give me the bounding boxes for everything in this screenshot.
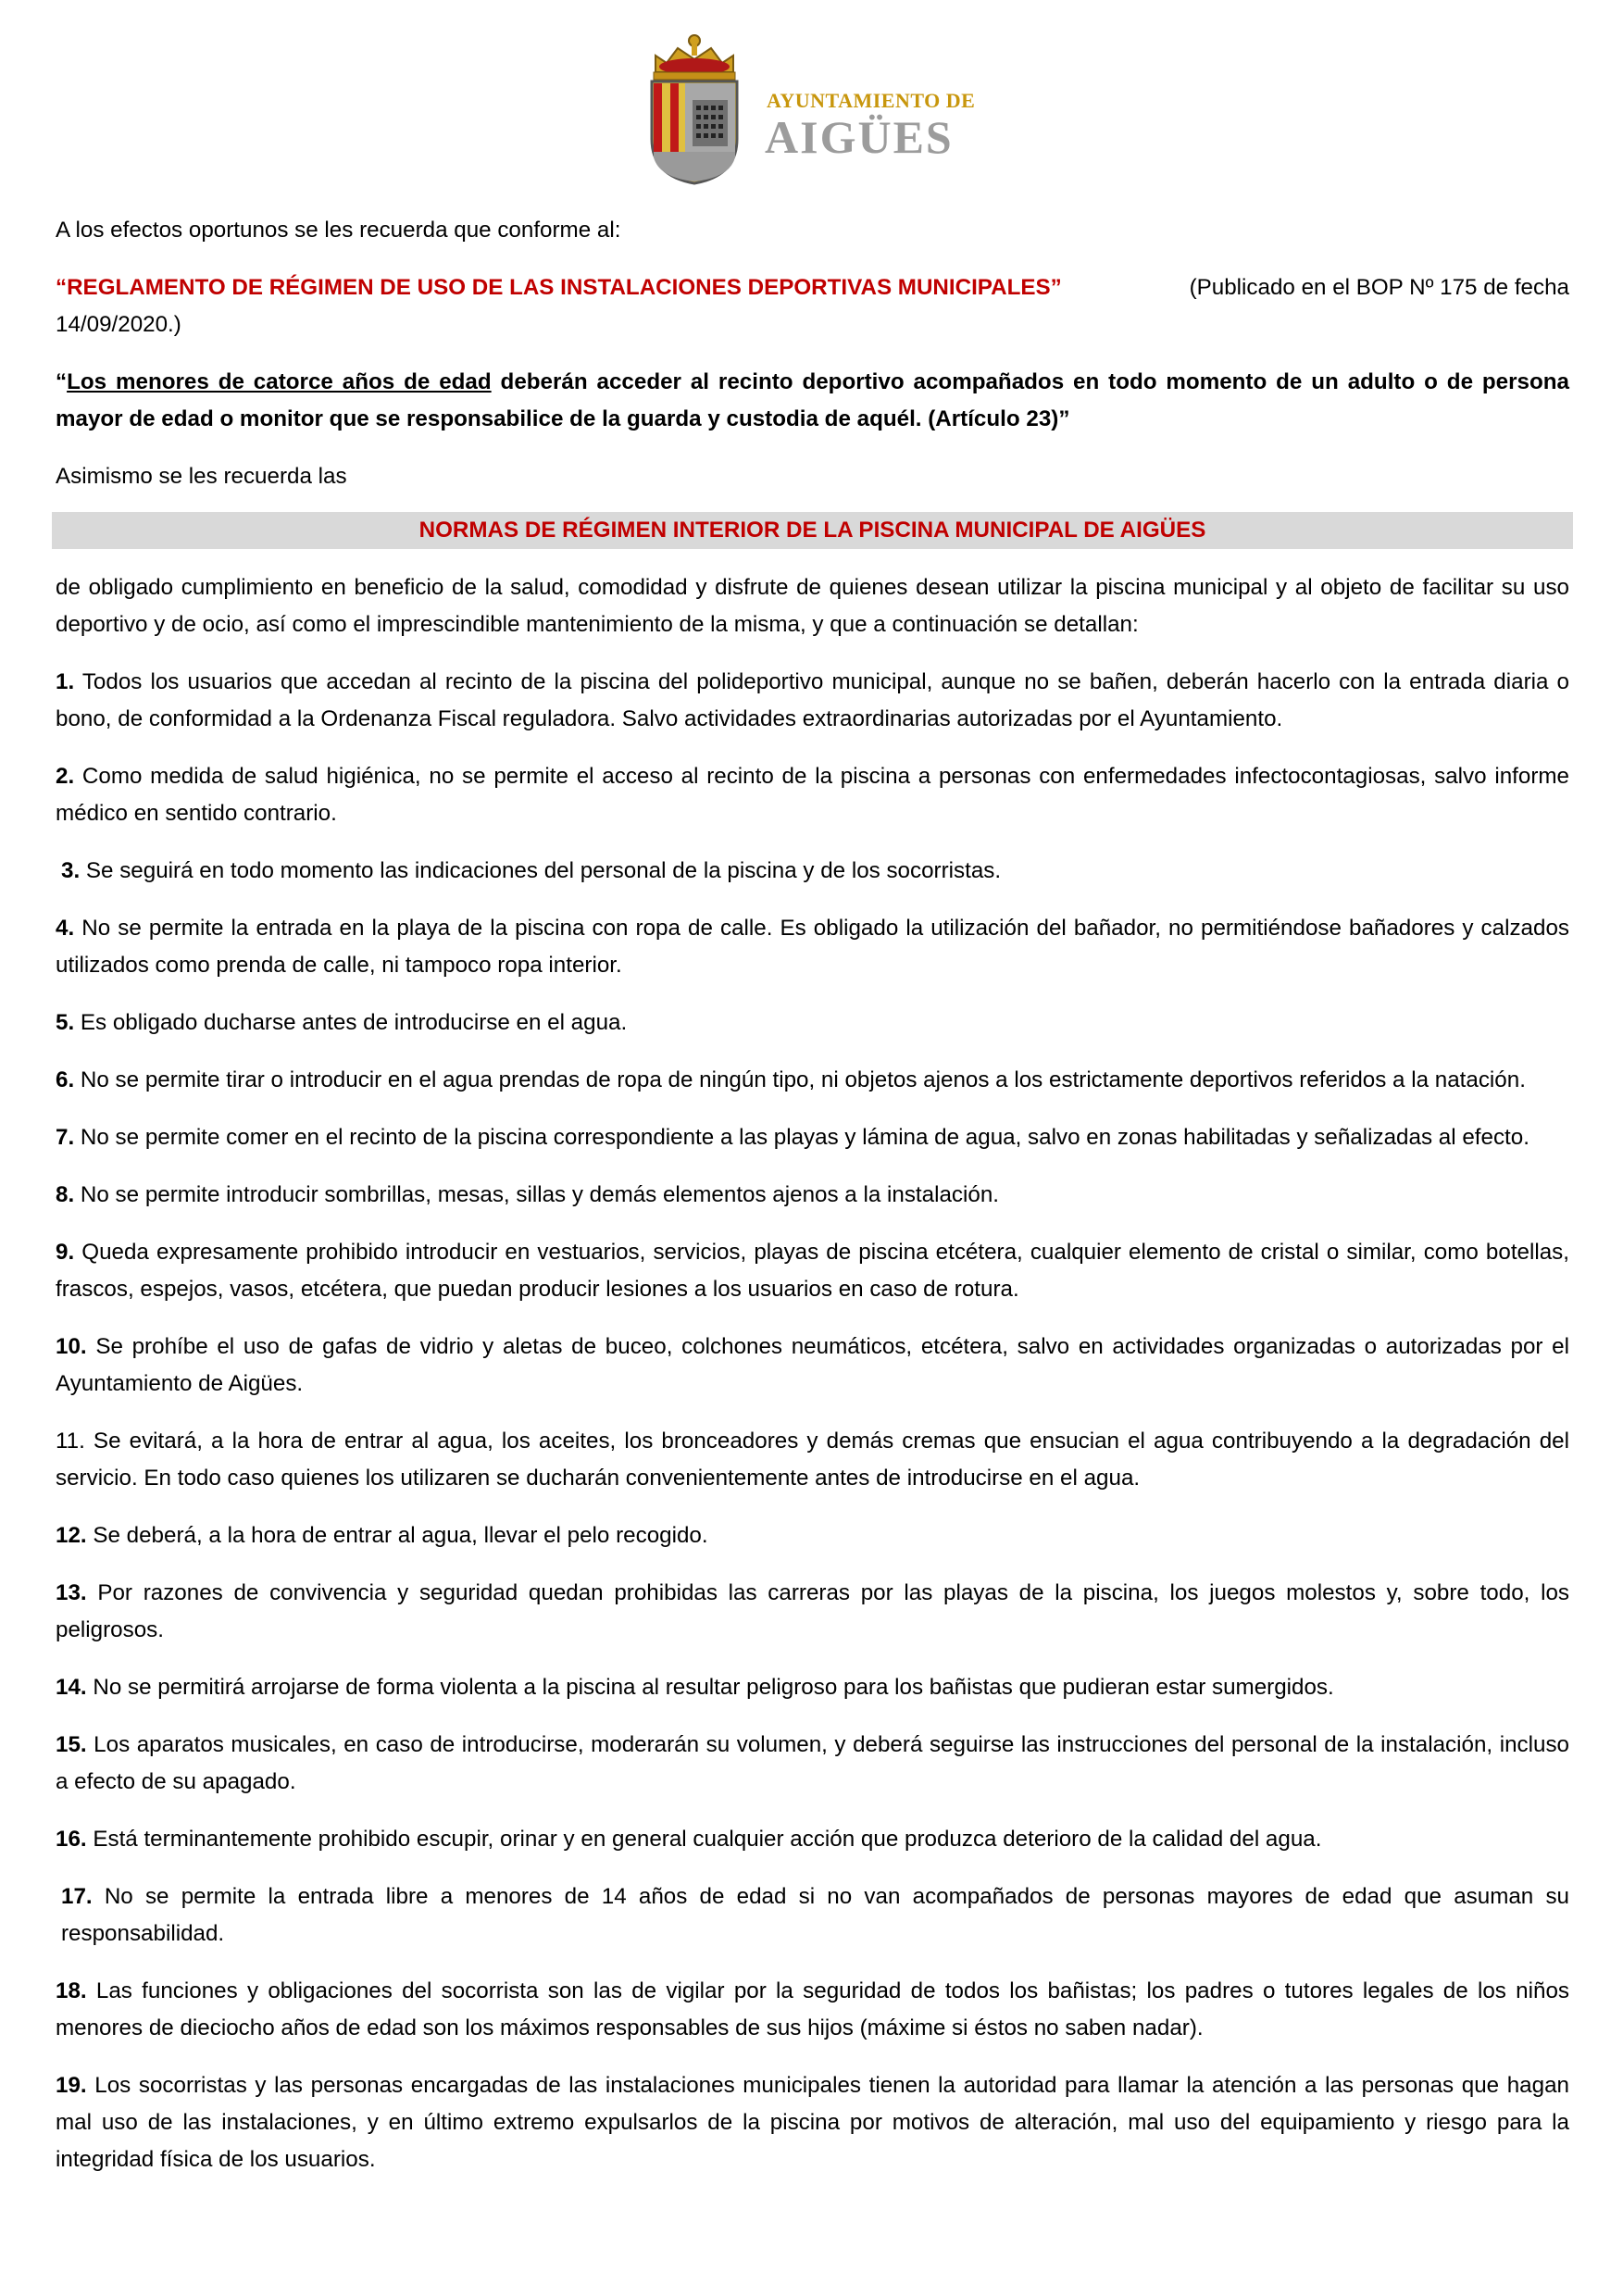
publication-info: (Publicado en el BOP Nº 175 de fecha [1189, 275, 1569, 300]
rule-number: 2. [56, 764, 75, 789]
article-23-rest: deberán acceder al recinto deportivo acompañados en todo momento de un adulto o de persona mayor de edad o monitor que se responsabilice de la guarda y custodia de aquél. (Artículo 23)” [56, 369, 1569, 431]
rule-number: 12. [56, 1523, 87, 1548]
rule-text: Es obligado ducharse antes de introducirse en el agua. [74, 1010, 628, 1035]
rule-item [56, 1062, 1569, 1099]
rule-item [56, 910, 1569, 984]
rule-item [56, 2067, 1569, 2178]
rule-item [56, 1878, 1569, 1953]
brand-line-1: AYUNTAMIENTO DE [767, 89, 976, 112]
rule-text: Los socorristas y las personas encargadas de las instalaciones municipales tienen la autoridad para llamar la atención a las personas que hagan mal uso de las instalaciones, y en último extremo expulsarlos de la piscina por motivos de alteración, mal uso del equipamiento y riesgo para la integridad física de los usuarios. [56, 2073, 1569, 2172]
rule-item [56, 1973, 1569, 2047]
document-body [56, 212, 1569, 2199]
rule-text: Queda expresamente prohibido introducir en vestuarios, servicios, playas de piscina etcétera, cualquier elemento de cristal o similar, como botellas, frascos, espejos, vasos, etcétera, que puedan producir lesiones a los usuarios en caso de rotura. [56, 1240, 1569, 1302]
rule-text: No se permitirá arrojarse de forma violenta a la piscina al resultar peligroso para los bañistas que pudieran estar sumergidos. [86, 1675, 1334, 1700]
rule-text: Se seguirá en todo momento las indicaciones del personal de la piscina y de los socorristas. [80, 858, 1002, 883]
rule-item [56, 1177, 1569, 1214]
rule-number: 5. [56, 1010, 75, 1035]
rule-number: 10. [56, 1334, 87, 1359]
underlined-phrase: Los menores de catorce años de edad [67, 369, 492, 394]
rule-item [56, 1517, 1569, 1554]
rule-text: No se permite tirar o introducir en el agua prendas de ropa de ningún tipo, ni objetos ajenos a los estrictamente deportivos referidos a la natación. [74, 1067, 1526, 1092]
intro-text: A los efectos oportunos se les recuerda que conforme al: [56, 218, 621, 243]
rule-number: 9. [56, 1240, 75, 1265]
rule-item [56, 1234, 1569, 1308]
rule-text: Por razones de convivencia y seguridad quedan prohibidas las carreras por las playas de la piscina, los juegos molestos y, sobre todo, los peligrosos. [56, 1580, 1569, 1642]
rule-text: No se permite comer en el recinto de la piscina correspondiente a las playas y lámina de agua, salvo en zonas habilitadas y señalizadas al efecto. [74, 1125, 1529, 1150]
rule-text: No se permite introducir sombrillas, mesas, sillas y demás elementos ajenos a la instalación. [74, 1182, 1000, 1207]
rule-text: Todos los usuarios que accedan al recinto de la piscina del polideportivo municipal, aunque no se bañen, deberán hacerlo con la entrada diaria o bono, de conformidad a la Ordenanza Fiscal reguladora. Salvo actividades extraordinarias autorizadas por el Ayuntamiento. [56, 669, 1569, 731]
rule-text: Se prohíbe el uso de gafas de vidrio y aletas de buceo, colchones neumáticos, etcétera, salvo en actividades organizadas o autorizadas por el Ayuntamiento de Aigües. [56, 1334, 1569, 1396]
publication-date: 14/09/2020.) [56, 312, 181, 337]
rule-number: 18. [56, 1978, 87, 2003]
preamble-text: de obligado cumplimiento en beneficio de la salud, comodidad y disfrute de quienes desean utilizar la piscina municipal y al objeto de facilitar su uso deportivo y de ocio, así como el imprescindible mantenimiento de la misma, y que a continuación se detallan: [56, 575, 1569, 637]
rule-number: 6. [56, 1067, 75, 1092]
rule-text: Se deberá, a la hora de entrar al agua, llevar el pelo recogido. [86, 1523, 708, 1548]
rule-number: 13. [56, 1580, 87, 1605]
reminder-text: Asimismo se les recuerda las [56, 464, 347, 489]
rule-number: 16. [56, 1827, 87, 1852]
page-header [0, 0, 1623, 194]
rule-item [56, 853, 1569, 890]
rule-item [56, 1821, 1569, 1858]
rule-item [56, 664, 1569, 738]
rule-number: 7. [56, 1125, 75, 1150]
rule-item [56, 1329, 1569, 1403]
rule-number: 1. [56, 669, 75, 694]
open-quote: “ [56, 369, 68, 394]
coat-of-arms-icon [639, 28, 750, 185]
rule-item [56, 758, 1569, 832]
rule-item [56, 1727, 1569, 1801]
rules-list [56, 664, 1569, 2178]
regulation-title: “REGLAMENTO DE RÉGIMEN DE USO DE LAS INSTALACIONES DEPORTIVAS MUNICIPALES” [56, 275, 1062, 300]
rule-number: 17. [61, 1884, 93, 1909]
rule-text: No se permite la entrada en la playa de la piscina con ropa de calle. Es obligado la utilización del bañador, no permitiéndose bañadores y calzados utilizados como prenda de calle, ni tampoco ropa interior. [56, 916, 1569, 978]
rule-item [56, 1575, 1569, 1649]
article-23-quote [56, 364, 1569, 438]
rule-number: 4. [56, 916, 75, 941]
regulation-reference [56, 269, 1569, 343]
rule-item [56, 1669, 1569, 1706]
rule-number: 14. [56, 1675, 87, 1700]
rule-number: 19. [56, 2073, 87, 2098]
rule-number: 8. [56, 1182, 75, 1207]
brand-line-2: AIGÜES [765, 111, 954, 163]
rule-text: Está terminantemente prohibido escupir, orinar y en general cualquier acción que produzca deterioro de la calidad del agua. [86, 1827, 1322, 1852]
rule-text: Las funciones y obligaciones del socorrista son las de vigilar por la seguridad de todos los bañistas; los padres o tutores legales de los niños menores de dieciocho años de edad son los máximos responsables de sus hijos (máxime si éstos no saben nadar). [56, 1978, 1569, 2040]
rule-item [56, 1119, 1569, 1156]
rule-number: 3. [61, 858, 81, 883]
section-banner: NORMAS DE RÉGIMEN INTERIOR DE LA PISCINA MUNICIPAL DE AIGÜES [52, 512, 1573, 549]
rule-text: Como medida de salud higiénica, no se permite el acceso al recinto de la piscina a personas con enfermedades infectocontagiosas, salvo informe médico en sentido contrario. [56, 764, 1569, 826]
rule-item [56, 1423, 1569, 1497]
rule-text: No se permite la entrada libre a menores de 14 años de edad si no van acompañados de personas mayores de edad que asuman su responsabilidad. [61, 1884, 1569, 1946]
rule-text: Los aparatos musicales, en caso de introducirse, moderarán su volumen, y deberá seguirse las instrucciones del personal de la instalación, incluso a efecto de su apagado. [56, 1732, 1569, 1794]
rule-item [56, 1004, 1569, 1042]
rule-number: 15. [56, 1732, 87, 1757]
rule-text: 11. Se evitará, a la hora de entrar al agua, los aceites, los bronceadores y demás cremas que ensucian el agua contribuyendo a la degradación del servicio. En todo caso quienes los utilizaren se ducharán convenientemente antes de introducirse en el agua. [56, 1429, 1569, 1491]
